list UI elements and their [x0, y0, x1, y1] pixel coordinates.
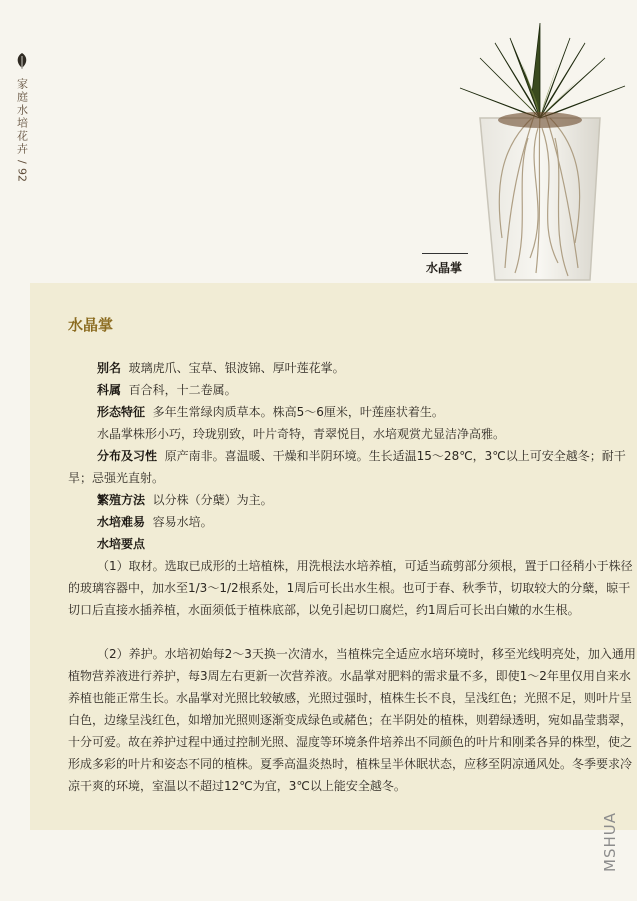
field-distribution	[68, 445, 636, 489]
key-points-heading: 水培要点	[97, 537, 146, 551]
field-text: 百合科，十二卷属。	[128, 383, 237, 397]
field-text: 多年生常绿肉质草本。株高5～6厘米，叶莲座状着生。	[152, 405, 444, 419]
field-term: 形态特征	[97, 405, 146, 419]
field-term: 繁殖方法	[97, 493, 146, 507]
watermark: MSHUA	[601, 812, 619, 872]
leaf-icon	[15, 52, 29, 70]
field-text: 原产南非。喜温暖、干燥和半阴环境。生长适温15～28℃，3℃以上可安全越冬；耐干旱；忌强光直射。	[68, 449, 626, 485]
key-point-2: （2）养护。水培初始每2～3天换一次清水，当植株完全适应水培环境时，移至光线明亮处，加入通用植物营养液进行养护，每3周左右更新一次营养液。水晶掌对肥料的需求量不多，即使1～2年里仅用自来水养植也能正常生长。水晶掌对光照比较敏感，光照过强时，植株生长不良，呈浅红色；光照不足，则叶片呈白色，边缘呈浅红色，如增加光照则逐渐变成绿色或赭色；在半阴处的植株，则碧绿透明，宛如晶莹翡翠，十分可爱。故在养护过程中通过控制光照、湿度等环境条件培养出不同颜色的叶片和刚柔各异的株型，使之形成多彩的叶片和姿态不同的植株。夏季高温炎热时，植株呈半休眠状态，应移至阴凉通风处。冬季要求冷凉干爽的环境，室温以不超过12℃为宜，3℃以上能安全越冬。	[68, 647, 636, 793]
plant-title: 水晶掌	[68, 316, 114, 334]
key-point-1: （1）取材。选取已成形的土培植株，用洗根法水培养植，可适当疏剪部分须根，置于口径稍小于株径的玻璃容器中，加水至1/3～1/2根系处，1周后可长出水生根。也可于春、秋季节，切取较大的分蘖，晾干切口后直接水插养植，水面须低于植株底部，以免引起切口腐烂，约1周后可长出白嫩的水生根。	[68, 559, 633, 617]
field-text: 玻璃虎爪、宝草、银波锦、厚叶莲花掌。	[128, 361, 345, 375]
field-term: 科属	[97, 383, 122, 397]
page-number: 92	[15, 167, 29, 182]
morphology-extra: 水晶掌株形小巧，玲珑别致，叶片奇特，青翠悦目，水培观赏尤显洁净高雅。	[97, 427, 506, 441]
field-difficulty	[68, 511, 637, 533]
field-text: 以分株（分蘖）为主。	[152, 493, 273, 507]
field-term: 别名	[97, 361, 122, 375]
field-family	[68, 379, 637, 401]
field-alias	[68, 357, 637, 379]
field-propagation	[68, 489, 637, 511]
book-title: 家庭水培花卉	[15, 78, 29, 156]
photo-caption: 水晶掌	[426, 261, 463, 275]
side-ribbon	[14, 52, 30, 182]
page-number-separator: /	[15, 160, 29, 164]
field-term: 分布及习性	[97, 449, 158, 463]
field-morphology	[68, 401, 637, 423]
field-text: 容易水培。	[152, 515, 213, 529]
caption-line	[422, 253, 468, 254]
plant-photo	[440, 18, 636, 282]
field-term: 水培难易	[97, 515, 146, 529]
